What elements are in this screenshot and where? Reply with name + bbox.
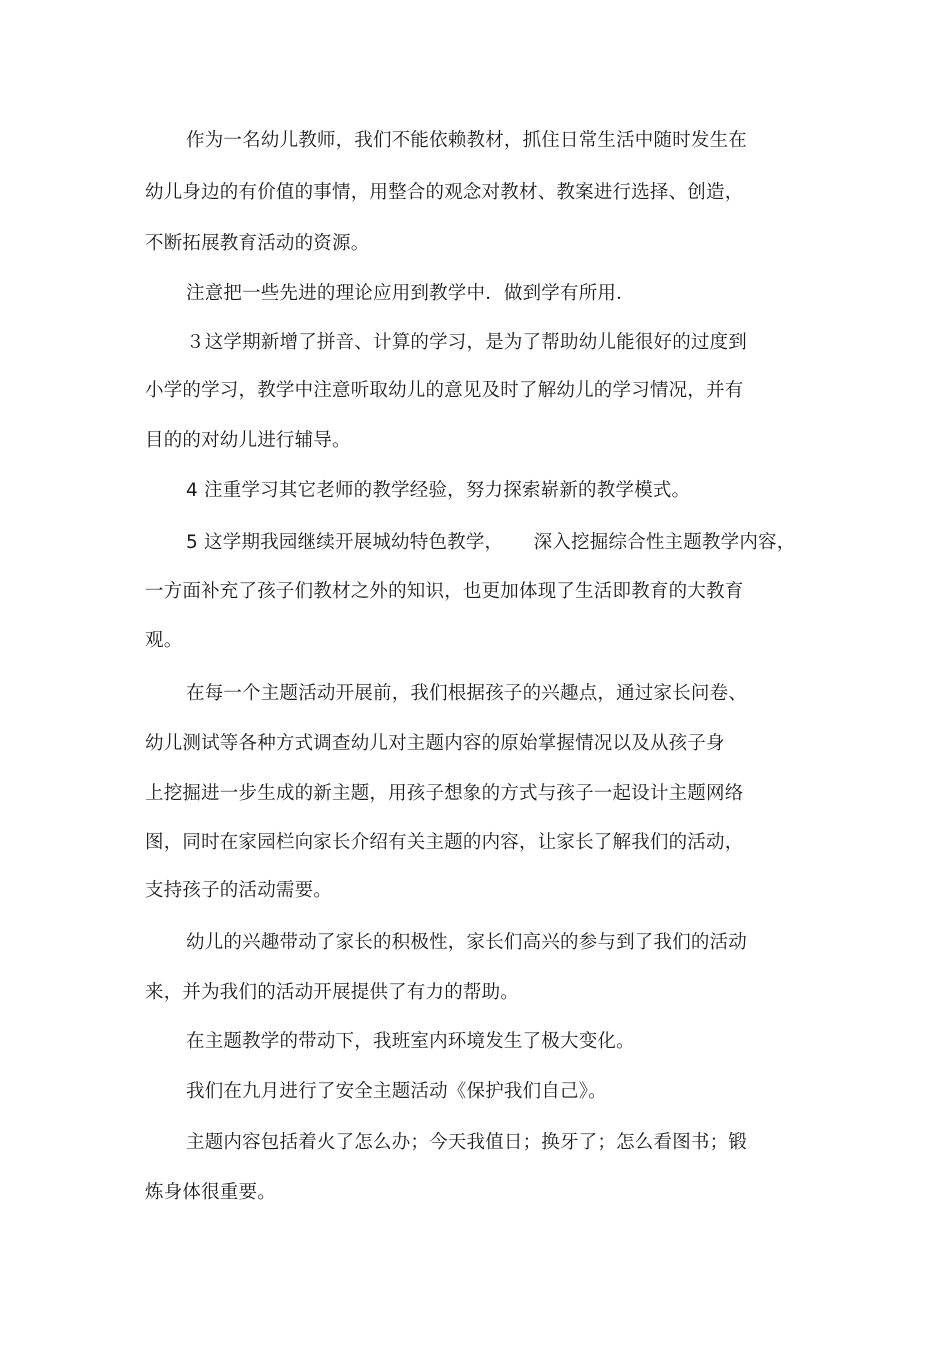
paragraph-4-line-1: 4 注重学习其它老师的教学经验，努力探索崭新的教学模式。 — [186, 480, 691, 501]
paragraph-6-line-1: 在每一个主题活动开展前，我们根据孩子的兴趣点，通过家长问卷、 — [186, 683, 748, 704]
paragraph-5-line-3: 观。 — [145, 630, 183, 651]
paragraph-8-line-1: 在主题教学的带动下，我班室内环境发生了极大变化。 — [186, 1031, 635, 1052]
paragraph-10-line-1: 主题内容包括着火了怎么办；今天我值日；换牙了；怎么看图书；锻 — [186, 1132, 748, 1153]
paragraph-3-line-2: 小学的学习，教学中注意听取幼儿的意见及时了解幼儿的学习情况，并有 — [145, 380, 744, 401]
paragraph-7-line-2: 来，并为我们的活动开展提供了有力的帮助。 — [145, 982, 520, 1003]
paragraph-5-line-2: 一方面补充了孩子们教材之外的知识，也更加体现了生活即教育的大教育 — [145, 581, 744, 602]
paragraph-10-line-2: 炼身体很重要。 — [145, 1182, 276, 1203]
paragraph-3-line-3: 目的的对幼儿进行辅导。 — [145, 430, 351, 451]
paragraph-1-line-3: 不断拓展教育活动的资源。 — [145, 233, 370, 254]
paragraph-6-line-2: 幼儿测试等各种方式调查幼儿对主题内容的原始掌握情况以及从孩子身 — [145, 733, 725, 754]
paragraph-1-line-1: 作为一名幼儿教师，我们不能依赖教材，抓住日常生活中随时发生在 — [186, 130, 748, 151]
paragraph-3-line-1: ３这学期新增了拼音、计算的学习，是为了帮助幼儿能很好的过度到 — [186, 332, 748, 353]
paragraph-6-line-3: 上挖掘进一步生成的新主题，用孩子想象的方式与孩子一起设计主题网络 — [145, 783, 744, 804]
paragraph-6-line-4: 图，同时在家园栏向家长介绍有关主题的内容，让家长了解我们的活动， — [145, 832, 744, 853]
paragraph-9-line-1: 我们在九月进行了安全主题活动《保护我们自己》。 — [186, 1081, 607, 1102]
paragraph-7-line-1: 幼儿的兴趣带动了家长的积极性，家长们高兴的参与到了我们的活动 — [186, 932, 748, 953]
paragraph-6-line-5: 支持孩子的活动需要。 — [145, 880, 333, 901]
paragraph-1-line-2: 幼儿身边的有价值的事情，用整合的观念对教材、教案进行选择、创造， — [145, 182, 744, 203]
paragraph-2-line-1: 注意把一些先进的理论应用到教学中．做到学有所用． — [186, 283, 635, 304]
paragraph-5-line-1: 5 这学期我园继续开展城幼特色教学， 深入挖掘综合性主题教学内容， — [186, 532, 796, 553]
